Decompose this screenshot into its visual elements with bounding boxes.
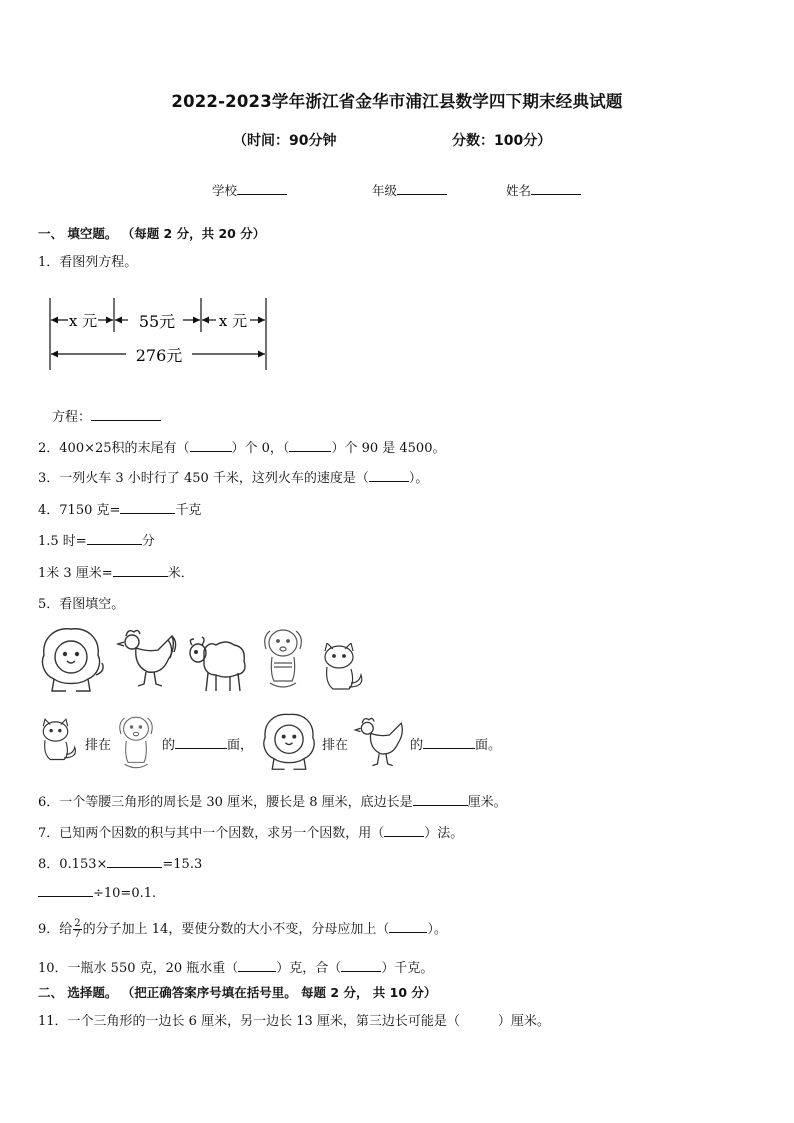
q5-side-1: 面， [227,738,254,753]
q6-blank[interactable] [413,793,468,806]
q7-text-b: ）法。 [424,826,464,841]
question-6 [38,791,507,810]
rooster-icon [114,626,180,688]
question-8-line-2 [38,884,156,901]
question-2 [38,437,445,456]
diagram-middle-label: 55元 [138,312,176,331]
q2-text-a: 2．400×25积的末尾有（ [38,441,190,456]
q5-position-1: 排在 [85,738,112,753]
q5-blank-2[interactable] [423,736,475,749]
school-label: 学校 [212,183,238,198]
q5-blank-1[interactable] [175,736,227,749]
school-field[interactable] [212,181,287,199]
q2-text-b: ）个 0，（ [231,441,290,456]
grade-field[interactable] [372,181,447,199]
q5-of-2: 的 [410,738,424,753]
rooster-icon-small [352,713,408,769]
q7-blank[interactable] [384,824,424,837]
q2-blank-1[interactable] [190,439,232,452]
line-segment-diagram [46,298,271,372]
question-10 [38,957,433,976]
question-4-line-3 [38,562,194,581]
q10-blank-1[interactable] [238,959,276,972]
exam-score: 分数：100分） [452,133,552,149]
q9-text-a: 9．给 [38,922,73,937]
q5-fill-2 [410,734,501,753]
q8-blank-1[interactable] [107,855,162,868]
diagram-total-label: 276元 [135,346,183,365]
question-11 [38,1010,550,1029]
lion-icon [36,625,106,693]
q5-position-2: 排在 [322,738,349,753]
grade-label: 年级 [372,183,398,198]
name-label: 姓名 [506,183,532,198]
exam-time: （时间：90分钟 [233,133,337,149]
q10-text-a: 10．一瓶水 550 克，20 瓶水重（ [38,961,239,976]
q5-fill-1 [162,734,253,753]
section-2-heading: 二、 选择题。 （把正确答案序号填在括号里。 每题 2 分， 共 10 分） [38,985,437,1000]
equation-blank[interactable] [91,408,161,421]
q10-blank-2[interactable] [341,959,381,972]
question-8-line-1 [38,853,202,872]
diagram-left-label: x 元 [68,312,98,330]
q8-text-2b: ÷10=0.1. [93,886,157,901]
sheep-icon [186,633,250,695]
q3-blank[interactable] [369,469,409,482]
question-1: 1．看图列方程。 [38,255,138,270]
q11-text-b: ）厘米。 [497,1014,550,1029]
q10-text-c: ）千克。 [381,961,434,976]
q4-blank-3[interactable] [113,564,168,577]
question-7 [38,822,463,841]
fraction-numerator: 2 [74,918,81,929]
puppy-icon [260,623,306,693]
kitten-icon [319,643,367,695]
q5-of-1: 的 [162,738,176,753]
q6-text-b: 厘米。 [467,795,507,810]
q4-text-1b: 千克 [175,503,202,518]
q9-text-c: ）。 [427,922,447,937]
q8-text-1b: =15.3 [162,857,203,872]
diagram-right-label: x 元 [218,312,248,330]
question-5: 5．看图填空。 [38,597,125,612]
name-field[interactable] [506,181,581,199]
q6-text-a: 6．一个等腰三角形的周长是 30 厘米，腰长是 8 厘米，底边长是 [38,795,413,810]
q2-text-c: ）个 90 是 4500。 [331,441,446,456]
q7-text-a: 7．已知两个因数的积与其中一个因数，求另一个因数，用（ [38,826,385,841]
q3-text-a: 3．一列火车 3 小时行了 450 千米，这列火车的速度是（ [38,471,369,486]
q4-text-3a: 1米 3 厘米= [38,566,113,581]
name-blank[interactable] [531,182,581,195]
q1-answer[interactable] [52,406,161,425]
question-4-line-1 [38,499,201,518]
page-title: 2022-2023学年浙江省金华市浦江县数学四下期末经典试题 [171,92,623,111]
lion-icon-small [258,711,320,771]
equation-label: 方程： [52,410,92,425]
q11-text-a: 11．一个三角形的一边长 6 厘米，另一边长 13 厘米，第三边长可能是（ [38,1014,460,1029]
q4-text-3b: 米． [167,566,194,581]
grade-blank[interactable] [397,182,447,195]
q8-text-1a: 8．0.153× [38,857,108,872]
puppy-icon-small [113,711,159,773]
q4-text-1a: 4．7150 克= [38,503,121,518]
q9-text-b: 的分子加上 14，要使分数的大小不变，分母应加上（ [82,922,390,937]
question-3 [38,467,428,486]
q8-blank-2[interactable] [38,884,93,897]
question-9 [38,918,447,940]
section-1-heading: 一、 填空题。 （每题 2 分，共 20 分） [38,226,266,241]
q4-blank-1[interactable] [120,501,175,514]
q3-text-b: ）。 [408,471,429,486]
school-blank[interactable] [237,182,287,195]
q2-blank-2[interactable] [289,439,331,452]
q9-fraction [73,919,81,940]
q10-text-b: ）克，合（ [276,961,342,976]
question-4-line-2 [38,530,155,549]
fraction-denominator: 7 [74,929,81,940]
q4-blank-2[interactable] [87,532,142,545]
kitten-icon-small [38,718,80,766]
q4-text-2a: 1.5 时= [38,534,87,549]
q5-side-2: 面。 [475,738,502,753]
q9-blank[interactable] [389,920,427,933]
q4-text-2b: 分 [141,534,155,549]
